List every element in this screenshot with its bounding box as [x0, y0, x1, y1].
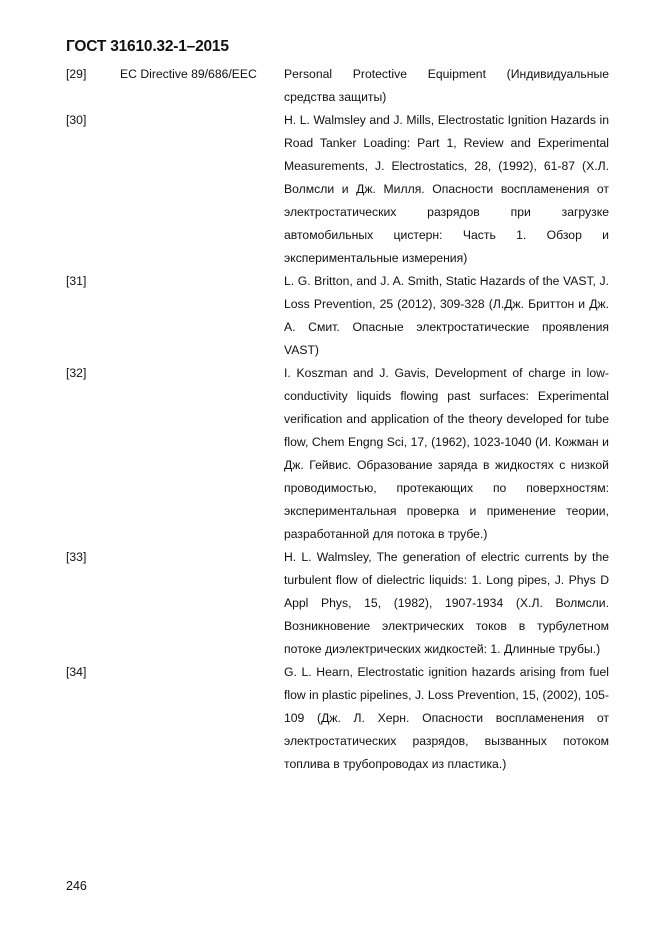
reference-text: Personal Protective Equipment (Индивидуальные средства защиты) — [284, 67, 609, 104]
reference-text: I. Koszman and J. Gavis, Development of charge in low-conductivity liquids flowing past surfaces: Experimental verification and application of the theory developed for tube flow, Chem Engng Sci, 17, (1962), 1023-1040 (И. Кожман и Дж. Гейвис. Образование заряда в жидкостях с низкой проводимостью, протекающих по поверхностям: экспериментальная проверка и применение теории, разработанной для потока в трубе.) — [284, 366, 609, 541]
reference-text: H. L. Walmsley, The generation of electric currents by the turbulent flow of dielectric liquids: 1. Long pipes, J. Phys D Appl Phys, 15, (1982), 1907-1934 (Х.Л. Волмсли. Возникновение электрических токов в турбулетном потоке диэлектрических жидкостей: 1. Длинные трубы.) — [284, 550, 609, 656]
reference-text: G. L. Hearn, Electrostatic ignition hazards arising from fuel flow in plastic pipelines, J. Loss Prevention, 15, (2002), 105-109 (Дж. Л. Херн. Опасности воспламенения от электростатических разрядов, вызванных потоком топлива в трубопроводах из пластика.) — [284, 665, 609, 771]
reference-number: [31] — [66, 274, 87, 288]
reference-item-30 — [66, 109, 611, 270]
reference-number: [32] — [66, 366, 87, 380]
reference-item-31 — [66, 270, 611, 362]
document-header: ГОСТ 31610.32-1–2015 — [66, 38, 229, 55]
reference-item-34 — [66, 661, 611, 776]
reference-number: [33] — [66, 550, 87, 564]
reference-text: H. L. Walmsley and J. Mills, Electrostatic Ignition Hazards in Road Tanker Loading: Part 1, Review and Experimental Measurements, J. Electrostatics, 28, (1992), 61-87 (Х.Л. Волмсли и Дж. Милля. Опасности воспламенения от электростатических разрядов при загрузке автомобильных цистерн: Часть 1. Обзор и экспериментальные измерения) — [284, 113, 609, 265]
reference-text: L. G. Britton, and J. A. Smith, Static Hazards of the VAST, J. Loss Prevention, 25 (2012), 309-328 (Л.Дж. Бриттон и Дж. А. Смит. Опасные электростатические проявления VAST) — [284, 274, 609, 357]
reference-number: [30] — [66, 113, 87, 127]
reference-item-32 — [66, 362, 611, 546]
reference-item-33 — [66, 546, 611, 661]
reference-item-29 — [66, 63, 611, 109]
reference-document-code: EC Directive 89/686/EEC — [120, 67, 257, 81]
reference-number: [34] — [66, 665, 87, 679]
page-number: 246 — [66, 879, 87, 893]
references-list — [66, 63, 611, 776]
reference-number: [29] — [66, 67, 87, 81]
